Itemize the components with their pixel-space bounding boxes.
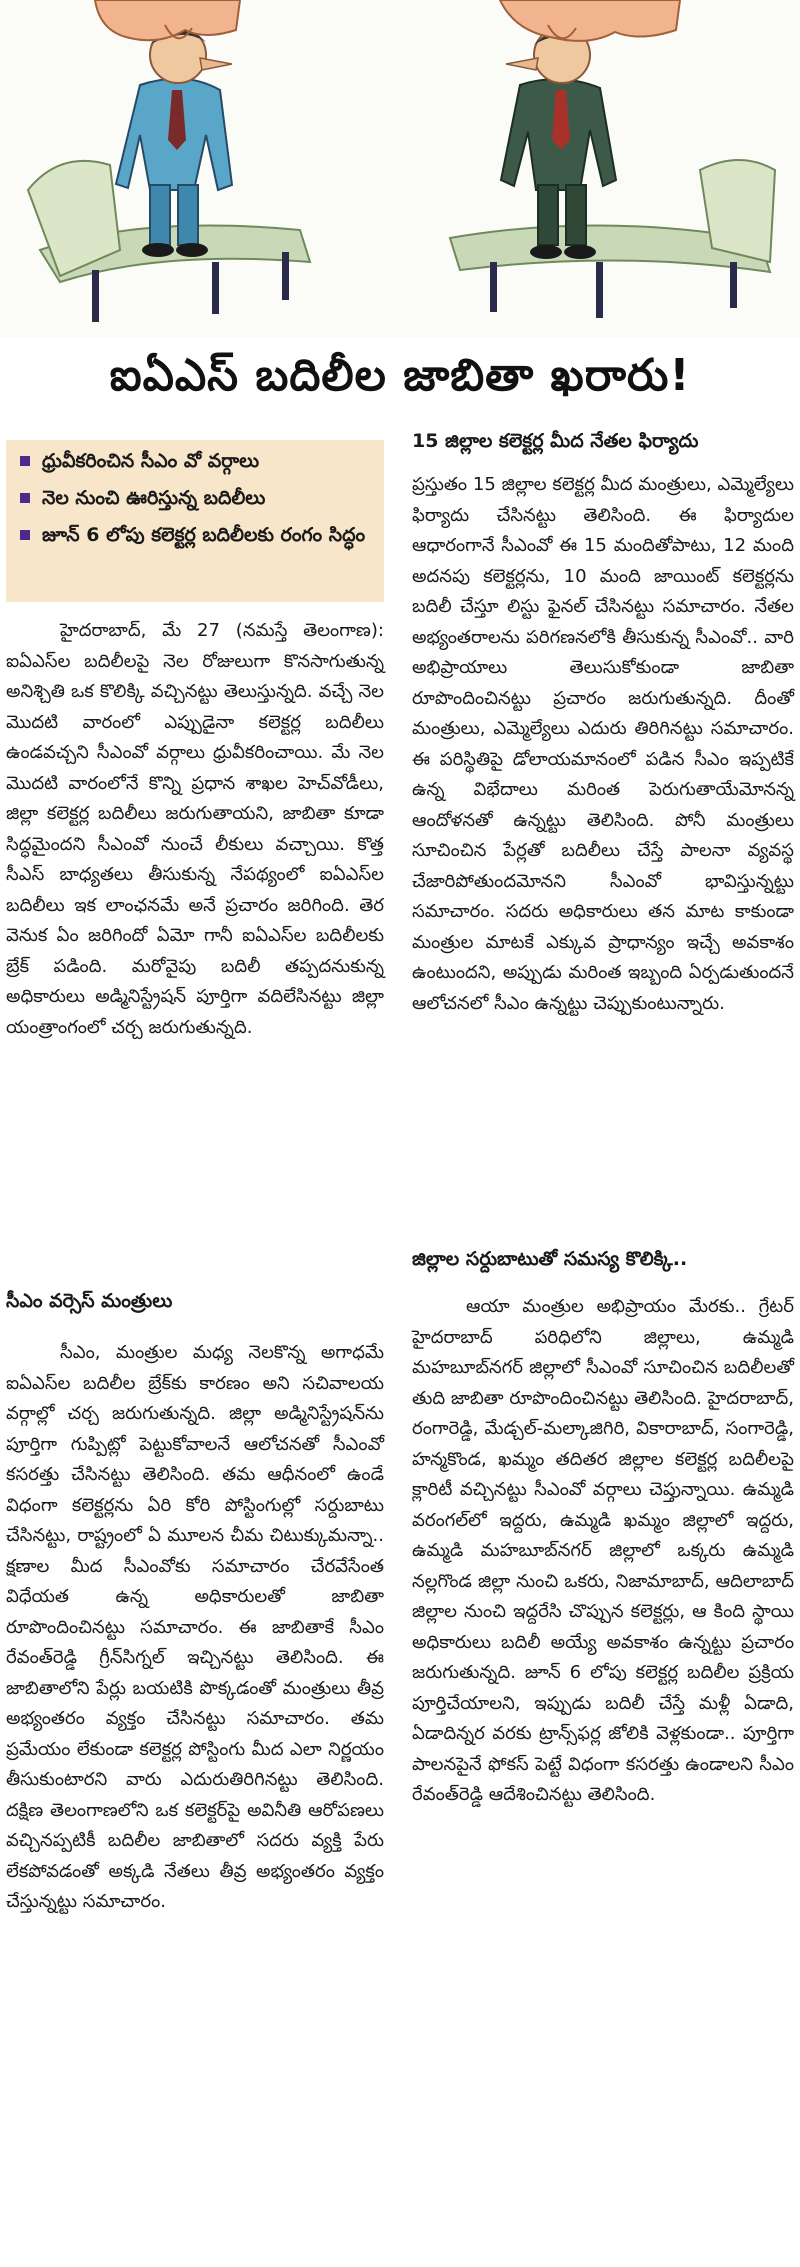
highlights-box <box>6 440 384 602</box>
headline: ఐఏఎస్ బదిలీల జాబితా ఖరారు! <box>109 350 691 401</box>
left-hand-icon <box>95 0 240 40</box>
headline-box <box>0 338 800 424</box>
right-subhead-2: జిల్లాల సర్దుబాటుతో సమస్య కొలిక్కి.. <box>412 1248 688 1270</box>
left-column-para2: సీఎం, మంత్రుల మధ్య నెలకొన్న అగాధమే ఐఏఎస్‌ల బదిలీల బ్రేక్‌కు కారణం అని సచివాలయ వర్గాల్లో చర్చ జరుగుతున్నది. జిల్లా అడ్మినిస్ట్రేషన్‌ను పూర్తిగా గుప్పిట్లో పెట్టుకోవాలనే ఆలోచనతో సీఎంవో కసరత్తు చేసినట్టు తెలిసింది. తమ ఆధీనంలో ఉండే విధంగా కలెక్టర్లను ఏరి కోరి పోస్టింగుల్లో సర్దుబాటు చేసినట్టు, రాష్ట్రంలో ఏ మూలన చీమ చిటుక్కుమన్నా.. క్షణాల మీద సీఎంవోకు సమాచారం చేరవేసేంత విధేయత ఉన్న అధికారులతో జాబితా రూపొందించినట్టు సమాచారం. ఈ జాబితాకే సీఎం రేవంత్‌రెడ్డి గ్రీన్‌సిగ్నల్ ఇచ్చినట్టు తెలిసింది. ఈ జాబితాలోని పేర్లు బయటికి పొక్కడంతో మంత్రులు తీవ్ర అభ్యంతరం వ్యక్తం చేసినట్టు సమాచారం. తమ ప్రమేయం లేకుండా కలెక్టర్ల పోస్టింగు మీద ఎలా నిర్ణయం తీసుకుంటారని వారు ఎదురుతిరిగినట్టు తెలిసింది. దక్షిణ తెలంగాణలోని ఒక కలెక్టర్‌పై అవినీతి ఆరోపణలు వచ్చినప్పటికీ బదిలీల జాబితాలో సదరు వ్యక్తి పేరు లేకపోవడంతో అక్కడి నేతలు తీవ్ర అభ్యంతరం వ్యక్తం చేస్తున్నట్టు సమాచారం. <box>6 1342 384 1912</box>
bullet-square-icon <box>20 493 30 503</box>
left-subhead: సీఎం వర్సెస్ మంత్రులు <box>6 1290 173 1312</box>
highlight-item: నెల నుంచి ఊరిస్తున్న బదిలీలు <box>16 483 374 514</box>
right-column-para1: ప్రస్తుతం 15 జిల్లాల కలెక్టర్ల మీద మంత్రులు, ఎమ్మెల్యేలు ఫిర్యాదు చేసినట్టు తెలిసింది. ఈ ఫిర్యాదుల ఆధారంగానే సీఎంవో ఈ 15 మందితోపాటు, 12 మంది అదనపు కలెక్టర్లను, 10 మంది జాయింట్ కలెక్టర్లను బదిలీ చేస్తూ లిస్టు ఫైనల్ చేసినట్టు సమాచారం. నేతల అభ్యంతరాలను పరిగణనలోకి తీసుకున్న సీఎంవో.. వారి అభిప్రాయాలు తెలుసుకోకుండా జాబితా రూపొందించినట్టు ప్రచారం జరుగుతున్నది. దీంతో మంత్రులు, ఎమ్మెల్యేలు ఎదురు తిరిగినట్టు సమాచారం. ఈ పరిస్థితిపై డోలాయమానంలో పడిన సీఎం ఇప్పటికే ఉన్న విభేదాలు మరింత పెరుగుతాయేమోనన్న ఆందోళనతో ఉన్నట్టు తెలిసింది. పోనీ మంత్రులు సూచించిన పేర్లతో బదిలీలు చేస్తే పాలనా వ్యవస్థ చేజారిపోతుందమోనని సీఎంవో భావిస్తున్నట్టు సమాచారం. సదరు అధికారులు తన మాట కాకుండా మంత్రుల మాటకే ఎక్కువ ప్రాధాన్యం ఇచ్చే అవకాశం ఉంటుందని, అప్పుడు మరింత ఇబ్బంది ఏర్పడుతుందనే ఆలోచనలో సీఎం ఉన్నట్టు చెప్పుకుంటున్నారు. <box>412 474 794 1014</box>
highlight-item: ధ్రువీకరించిన సీఎం వో వర్గాలు <box>16 446 374 477</box>
bullet-square-icon <box>20 530 30 540</box>
right-subhead-1: 15 జిల్లాల కలెక్టర్ల మీద నేతల ఫిర్యాదు <box>412 430 699 452</box>
right-column-para2: ఆయా మంత్రుల అభిప్రాయం మేరకు.. గ్రేటర్ హైదరాబాద్ పరిధిలోని జిల్లాలు, ఉమ్మడి మహబూబ్‌నగర్ జిల్లాలో సీఎంవో సూచించిన బదిలీలతో తుది జాబితా రూపొందించినట్టు తెలిసింది. హైదరాబాద్, రంగారెడ్డి, మేడ్చల్-మల్కాజిగిరి, వికారాబాద్, సంగారెడ్డి, హన్మకొండ, ఖమ్మం తదితర జిల్లాల కలెక్టర్ల బదిలీలపై క్లారిటీ వచ్చినట్టు సీఎంవో వర్గాలు చెప్తున్నాయి. ఉమ్మడి వరంగల్‌లో ఇద్దరు, ఉమ్మడి ఖమ్మం జిల్లాలో ఇద్దరు, ఉమ్మడి మహబూబ్‌నగర్ జిల్లాలో ఒక్కరు ఉమ్మడి నల్లగొండ జిల్లా నుంచి ఒకరు, నిజామాబాద్, ఆదిలాబాద్ జిల్లాల నుంచి ఇద్దరేసి చొప్పున కలెక్టర్లు, ఆ కింది స్థాయి అధికారులు బదిలీ అయ్యే అవకాశం ఉన్నట్టు ప్రచారం జరుగుతున్నది. జూన్ 6 లోపు కలెక్టర్ల బదిలీల ప్రక్రియ పూర్తిచేయాలని, ఇప్పుడు బదిలీ చేస్తే మళ్లీ ఏడాది, ఏడాదిన్నర వరకు ట్రాన్స్‌ఫర్ల జోలికి వెళ్లకుండా.. పూర్తిగా పాలనపైనే ఫోకస్ పెట్టే విధంగా కసరత్తు ఉండాలని సీఎం రేవంత్‌రెడ్డి ఆదేశించినట్టు తెలిసింది. <box>412 1296 794 1805</box>
cartoon-illustration <box>0 0 800 338</box>
highlight-item: జూన్ 6 లోపు కలెక్టర్ల బదిలీలకు రంగం సిద్ధం <box>16 520 374 551</box>
bullet-square-icon <box>20 456 30 466</box>
left-column-para1: హైదరాబాద్, మే 27 (నమస్తే తెలంగాణ): ఐఏఎస్‌ల బదిలీలపై నెల రోజులుగా కొనసాగుతున్న అనిశ్చితి ఒక కొలిక్కి వచ్చినట్టు తెలుస్తున్నది. వచ్చే నెల మొదటి వారంలో ఎప్పుడైనా కలెక్టర్ల బదిలీలు ఉండవచ్చని సీఎంవో వర్గాలు ధ్రువీకరించాయి. మే నెల మొదటి వారంలోనే కొన్ని ప్రధాన శాఖల హెచ్‌వోడీలు, జిల్లా కలెక్టర్ల బదిలీలు జరుగుతాయని, జాబితా కూడా సిద్ధమైందని సీఎంవో నుంచే లీకులు వచ్చాయి. కొత్త సీఎస్ బాధ్యతలు తీసుకున్న నేపథ్యంలో ఐఏఎస్‌ల బదిలీలు ఇక లాంఛనమే అనే ప్రచారం జరిగింది. తెర వెనుక ఏం జరిగిందో ఏమో గానీ ఐఏఎస్‌ల బదిలీలకు బ్రేక్ పడింది. మరోవైపు బదిలీ తప్పదనుకున్న అధికారులు అడ్మినిస్ట్రేషన్ పూర్తిగా వదిలేసినట్టు జిల్లా యంత్రాంగంలో చర్చ జరుగుతున్నది. <box>6 620 384 1038</box>
